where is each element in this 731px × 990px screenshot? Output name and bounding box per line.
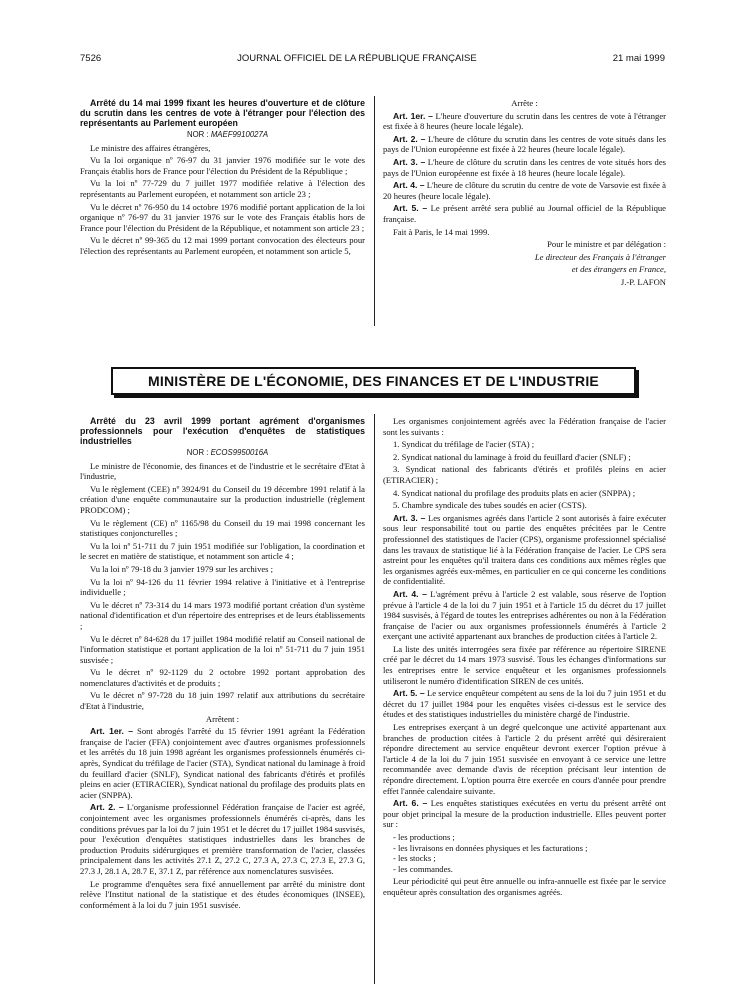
decree1-arrete: Arrête : [511, 98, 538, 108]
decree2-para: Vu le décret nº 84-628 du 17 juillet 1984 modifié relatif au Conseil national de l'information statistique et portant application de la loi nº 51-711 du 7 juin 1951 susvisée ; [80, 633, 365, 665]
decree1-nor-code: MAEF9910027A [210, 130, 269, 139]
signature-line: et des étrangers en France, [571, 264, 666, 275]
decree2-nor: NOR : ECOS9950016A [186, 448, 269, 457]
decree2-para: Vu la loi nº 51-711 du 7 juin 1951 modifiée sur l'obligation, la coordination et le secret en matière de statistique, et notamment son article 4 ; [80, 540, 365, 562]
column-divider [374, 96, 375, 326]
list-item: - les stocks ; [393, 853, 436, 864]
decree2-para: Les organismes conjointement agréés avec la Fédération française de l'acier sont les suivants : [383, 416, 666, 437]
decree2-para: Les entreprises exerçant à un degré quelconque une activité appartenant aux branches de production citées à l'article 2 du présent arrêté qui désireraient répondre directement au service enquêteur devront exercer l'option prévue à l'article 4 de la loi du 7 juin 1951 susvisée en envoyant à ce service une lettre recommandée avec demande d'avis de réception précisant leur intention de répondre directement. L'option pourra être exercée en cours d'année pour prendre effet l'année calendaire suivante. [383, 722, 666, 796]
decree1-left-column [80, 98, 365, 259]
org-item: 4. Syndicat national du profilage des produits plats en acier (SNPPA) ; [393, 487, 636, 498]
decree2-article: Art. 5. – Le service enquêteur compétent au sens de la loi du 7 juin 1951 et du décret du 17 juillet 1984 pour les enquêtes visées ci-dessus est le service des études et des statistiques industrielles du ministère chargé de l'industrie. [383, 688, 666, 720]
decree1-right-column [383, 98, 666, 290]
decree1-article: Art. 3. – L'heure de clôture du scrutin dans les centres de vote situés hors des pays de l'Union européenne est fixée à 18 heures (heure locale légale). [383, 156, 666, 178]
decree2-para: Vu le règlement (CE) nº 1165/98 du Conseil du 19 mai 1998 concernant les statistiques conjoncturelles ; [80, 517, 365, 539]
decree1-nor: NOR : MAEF9910027A [186, 130, 269, 139]
org-item: 2. Syndicat national du laminage à froid du feuillard d'acier (SNLF) ; [393, 451, 631, 462]
org-item: 1. Syndicat du tréfilage de l'acier (STA) ; [393, 439, 535, 450]
bullet-list [383, 832, 666, 874]
org-item: 5. Chambre syndicale des tubes soudés en acier (CSTS). [393, 500, 587, 511]
decree2-arrete: Arrêtent : [205, 713, 240, 724]
decree1-article: Art. 4. – L'heure de clôture du scrutin du centre de vote de Varsovie est fixée à 20 heures (heure locale légale). [383, 180, 666, 201]
decree1-done: Fait à Paris, le 14 mai 1999. [393, 226, 490, 237]
decree1-para: Vu la loi nº 77-729 du 7 juillet 1977 modifiée relative à l'élection des représentants au Parlement européen, et notamment son article 23 ; [80, 178, 365, 199]
decree2-article: Art. 3. – Les organismes agréés dans l'article 2 sont autorisés à faire exécuter sous leur responsabilité tout ou partie des enquêtes précitées par le Centre professionnel des statistiques de l'acier (CPS), organisme professionnel spécialisé dans les travaux de statistique lié à la Fédération française de l'acier. Le CPS sera astreint pour les enquêtes qu'il traitera dans ces conditions aux mêmes règles que les organismes agréés eux-mêmes, en particulier en ce qui concerne les conditions de confidentialité. [383, 512, 666, 587]
signatory-name: J.-P. LAFON [620, 276, 666, 287]
page-number: 7526 [80, 53, 102, 64]
decree2-left-column [80, 416, 365, 912]
page-header [80, 53, 665, 64]
decree2-right-column [383, 416, 666, 900]
decree1-para: Vu le décret nº 99-365 du 12 mai 1999 portant convocation des électeurs pour l'élection des représentants au Parlement européen, et notamment son article 5, [80, 235, 365, 256]
org-item: 3. Syndicat national des fabricants d'étirés et profilés pleins en acier (ETIRACIER) ; [383, 464, 666, 485]
decree1-para: Vu la loi organique nº 76-97 du 31 janvier 1976 modifiée sur le vote des Français établis hors de France pour l'élection du Président de la République ; [80, 155, 365, 176]
decree2-para: Vu le règlement (CEE) nº 3924/91 du Conseil du 19 décembre 1991 relatif à la création d'une enquête communautaire sur la production industrielle (règlement PRODCOM) ; [80, 483, 365, 515]
decree2-article: Art. 6. – Les enquêtes statistiques exécutées en vertu du présent arrêté ont pour objet principal la mesure de la production industrielle. Elles peuvent porter sur : [383, 798, 666, 830]
decree1-article: Art. 2. – L'heure de clôture du scrutin dans les centres de vote situés dans les pays de l'Union européenne est fixée à 22 heures (heure locale légale). [383, 133, 666, 155]
column-divider [374, 414, 375, 984]
decree2-article: Art. 1er. – Sont abrogés l'arrêté du 15 février 1991 agréant la Fédération française de l'acier (FFA) conjointement avec d'autres organismes professionnels et les arrêtés du 18 juin 1998 agréant les organismes professionnels énumérés ci-après, Syndicat du tréfilage de l'acier (STA), Syndicat national du laminage à froid du feuillard d'acier (SNLF), Syndicat national des fabricants d'étirés et profilés pleins en acier (ETIRACIER), Syndicat national du profilage des produits plats en acier (SNPPA). [80, 726, 366, 800]
decree2-title: Arrêté du 23 avril 1999 portant agrément d'organismes professionnels pour l'exécution d'enquêtes de statistiques industrielles [80, 416, 365, 446]
decree1-para: Vu le décret nº 76-950 du 14 octobre 1976 modifié portant application de la loi organique nº 76-97 du 31 janvier 1976 sur le vote des Français établis hors de France pour l'élection du Président de la République, et notamment son article 23 ; [80, 201, 365, 233]
decree1-para: Le ministre des affaires étrangères, [90, 142, 211, 153]
journal-title: JOURNAL OFFICIEL DE LA RÉPUBLIQUE FRANÇAISE [237, 53, 477, 64]
issue-date: 21 mai 1999 [612, 53, 665, 64]
signature-line: Pour le ministre et par délégation : [547, 239, 666, 250]
decree2-para: La liste des unités interrogées sera fixée par référence au répertoire SIRENE créé par le décret du 14 mars 1973 susvisé. Tous les échanges d'informations sur les entreprises entre le service enquêteur et les organismes professionnels utiliseront le numéro d'identification SIREN de ces unités. [383, 643, 666, 686]
decree2-article: Art. 4. – L'agrément prévu à l'article 2 est valable, sous réserve de l'option prévue à l'article 4 de la loi du 7 juin 1951 et à l'article 15 du décret du 17 juillet 1984 susvisés, à l'égard de toutes les entreprises adhérentes ou non à la Fédération française de l'acier ou aux organismes professionnels énumérés à l'article 2 exerçant une activité appartenant aux branches de production citées à l'article 2. [383, 588, 666, 642]
decree2-para: Leur périodicité qui peut être annuelle ou infra-annuelle est fixée par le service enquêteur après consultation des organismes agréés. [383, 876, 666, 897]
ministry-banner: MINISTÈRE DE L'ÉCONOMIE, DES FINANCES ET DE L'INDUSTRIE [111, 367, 636, 395]
decree1-title: Arrêté du 14 mai 1999 fixant les heures d'ouverture et de clôture du scrutin dans les centres de vote à l'étranger pour l'élection des représentants au Parlement européen [80, 98, 365, 128]
decree2-para: Vu le décret nº 73-314 du 14 mars 1973 modifié portant création d'un système national d'identification et d'un répertoire des entreprises et de leurs établissements ; [80, 599, 365, 631]
decree2-nor-code: ECOS9950016A [210, 448, 269, 457]
decree2-para: Vu la loi nº 79-18 du 3 janvier 1979 sur les archives ; [90, 563, 274, 574]
decree2-article: Art. 2. – L'organisme professionnel Fédération française de l'acier est agréé, conjointement avec les organismes professionnels énumérés ci-après, dans les conditions prévues par la loi du 7 juin 1951 et le décret du 17 juillet 1984 susvisés, pour l'exécution d'enquêtes statistiques industrielles dans les branches de production Produits sidérurgiques et première transformation de l'acier, classées principalement dans les activités 27.1 Z, 27.2 C, 27.3 A, 27.3 C, 27.3 E, 27.3 G, 27.3 J, 28.1 A, 28.7 E, 37.1 Z, par référence aux nomenclatures susvisées. [80, 802, 365, 876]
signature-line: Le directeur des Français à l'étranger [534, 251, 666, 262]
decree2-para: Vu le décret nº 92-1129 du 2 octobre 1992 portant approbation des nomenclatures d'activités et de produits ; [80, 667, 365, 688]
decree2-para: Le ministre de l'économie, des finances et de l'industrie et le secrétaire d'Etat à l'industrie, [80, 460, 365, 482]
decree1-article: Art. 1er. – L'heure d'ouverture du scrutin dans les centres de vote à l'étranger est fixée à 8 heures (heure locale légale). [383, 110, 667, 132]
decree2-para: Le programme d'enquêtes sera fixé annuellement par arrêté du ministre dont relève l'Institut national de la statistique et des études économiques (INSEE), conformément à la loi du 7 juin 1951 susvisée. [80, 878, 365, 910]
decree1-article: Art. 5. – Le présent arrêté sera publié au Journal officiel de la République française. [383, 203, 666, 224]
decree2-para: Vu le décret nº 97-728 du 18 juin 1997 relatif aux attributions du secrétaire d'Etat à l'industrie, [80, 690, 365, 712]
decree2-para: Vu la loi nº 94-126 du 11 février 1994 relative à l'initiative et à l'entreprise individuelle ; [80, 576, 365, 598]
list-item: - les livraisons en données physiques et les facturations ; [393, 842, 588, 853]
list-item: - les productions ; [393, 831, 455, 842]
list-item: - les commandes. [393, 863, 453, 874]
